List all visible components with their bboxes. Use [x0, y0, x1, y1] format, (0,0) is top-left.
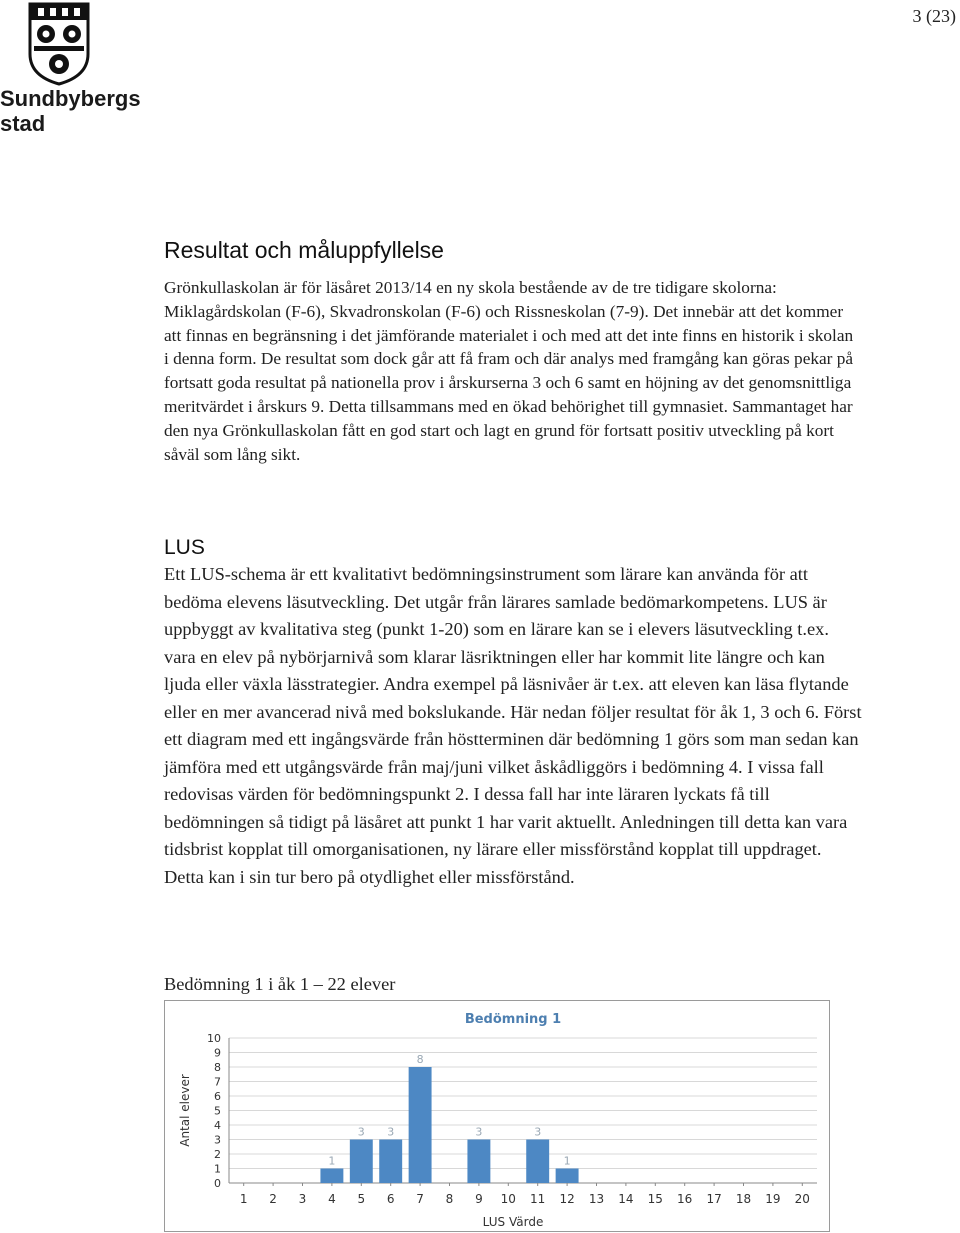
chart-title: Bedömning 1: [464, 1012, 562, 1027]
coat-of-arms-icon: [26, 2, 92, 86]
logo-name-line2: stad: [0, 111, 46, 136]
chart-svg: [165, 1001, 829, 1231]
y-tick-label: 10: [207, 1032, 221, 1045]
x-tick-label: 15: [647, 1192, 663, 1206]
figure-caption: Bedömning 1 i åk 1 – 22 elever: [164, 974, 396, 994]
x-tick-label: 19: [765, 1192, 781, 1206]
y-tick-label: 4: [214, 1119, 221, 1132]
y-tick-label: 3: [214, 1133, 221, 1147]
x-tick-label: 2: [269, 1192, 277, 1206]
bar: [350, 1140, 373, 1184]
bar: [526, 1140, 549, 1184]
section-title: Resultat och måluppfyllelse: [164, 237, 444, 263]
y-tick-label: 9: [214, 1046, 221, 1060]
x-axis-label: LUS Värde: [482, 1215, 544, 1229]
data-label: 8: [416, 1053, 424, 1066]
data-label: 3: [357, 1125, 365, 1139]
data-label: 3: [534, 1125, 542, 1139]
x-tick-label: 4: [328, 1192, 336, 1206]
x-tick-label: 10: [500, 1192, 516, 1206]
x-tick-label: 17: [706, 1192, 722, 1206]
x-tick-label: 5: [357, 1192, 366, 1206]
y-tick-label: 6: [214, 1090, 221, 1103]
y-tick-label: 7: [214, 1075, 221, 1089]
x-tick-label: 3: [298, 1192, 307, 1206]
y-tick-label: 8: [214, 1061, 221, 1074]
bar-chart: [164, 1000, 830, 1232]
y-tick-label: 1: [214, 1162, 221, 1176]
data-label: 1: [328, 1154, 336, 1168]
x-tick-label: 8: [445, 1192, 454, 1206]
x-tick-label: 11: [530, 1192, 546, 1206]
y-tick-label: 5: [214, 1104, 221, 1118]
x-tick-label: 18: [735, 1192, 752, 1206]
x-tick-label: 12: [559, 1192, 575, 1206]
x-tick-label: 14: [618, 1192, 634, 1206]
y-tick-label: 0: [214, 1177, 221, 1190]
bar: [409, 1067, 432, 1183]
y-axis-label: Antal elever: [178, 1074, 192, 1147]
x-tick-label: 16: [677, 1192, 693, 1206]
x-tick-label: 9: [475, 1192, 483, 1206]
lus-heading: LUS: [164, 536, 205, 559]
y-tick-label: 2: [214, 1148, 221, 1161]
x-tick-label: 7: [416, 1192, 424, 1206]
x-tick-label: 1: [239, 1192, 248, 1206]
bar: [467, 1140, 490, 1184]
data-label: 1: [563, 1154, 571, 1168]
bar: [556, 1169, 579, 1184]
logo: [0, 0, 141, 140]
page-number: 3 (23): [912, 6, 956, 26]
lus-paragraph: Ett LUS-schema är ett kvalitativt bedömningsinstrument som lärare kan använda för att bedöma elevens läsutveckling. Det utgår från lärares samlade bedömarkompetens. LUS är uppbyggt av kvalitativa steg (punkt 1-20) som en lärare kan se i elevers läsutveckling t.ex. vara en elev på nybörjarnivå som klarar läsriktningen eller har kommit lite längre och kan ljuda eller växla lässtrategier. Andra exempel på läsnivåer är t.ex. att eleven kan läsa flytande eller en mer avancerad nivå med bokslukande. Här nedan följer resultat för åk 1, 3 och 6. Först ett diagram med ett ingångsvärde från höstterminen där bedömning 1 görs som man sedan kan jämföra med ett utgångsvärde från maj/juni vilket åskådliggörs i bedömning 4. I vissa fall redovisas värden för bedömningspunkt 2. I dessa fall har inte läraren lyckats få till bedömningen så tidigt på läsåret att punkt 1 har varit aktuellt. Anledningen till detta kan vara tidsbrist kopplat till omorganisationen, ny lärare eller missförstånd kopplat till uppdraget. Detta kan i sin tur bero på otydlighet eller missförstånd.: [164, 564, 862, 887]
x-tick-label: 6: [386, 1192, 395, 1206]
x-tick-label: 13: [588, 1192, 605, 1206]
bar: [320, 1169, 343, 1184]
intro-paragraph: Grönkullaskolan är för läsåret 2013/14 en ny skola bestående av de tre tidigare skolorna: Miklagårdskolan (F-6), Skvadronskolan (F-6) och Rissneskolan (7-9). Det innebär att det kommer att finnas en begränsning i det jämförande materialet i och med att det inte finns en historik i skolan i denna form. De resultat som dock går att få fram och där analys med framgång kan göras pekar på fortsatt goda resultat på nationella prov i årskurserna 3 och 6 samt en höjning av det genomsnittliga meritvärdet i årskurs 9. Detta tillsammans med en ökad behörighet till gymnasiet. Sammantaget har den nya Grönkullaskolan fått en god start och lagt en grund för fortsatt positiv utveckling på kort såväl som lång sikt.: [164, 278, 854, 464]
data-label: 3: [475, 1125, 483, 1139]
bar: [379, 1140, 402, 1184]
data-label: 3: [387, 1125, 395, 1139]
x-tick-label: 20: [794, 1192, 810, 1206]
logo-name-line1: Sundbybergs: [0, 86, 141, 111]
